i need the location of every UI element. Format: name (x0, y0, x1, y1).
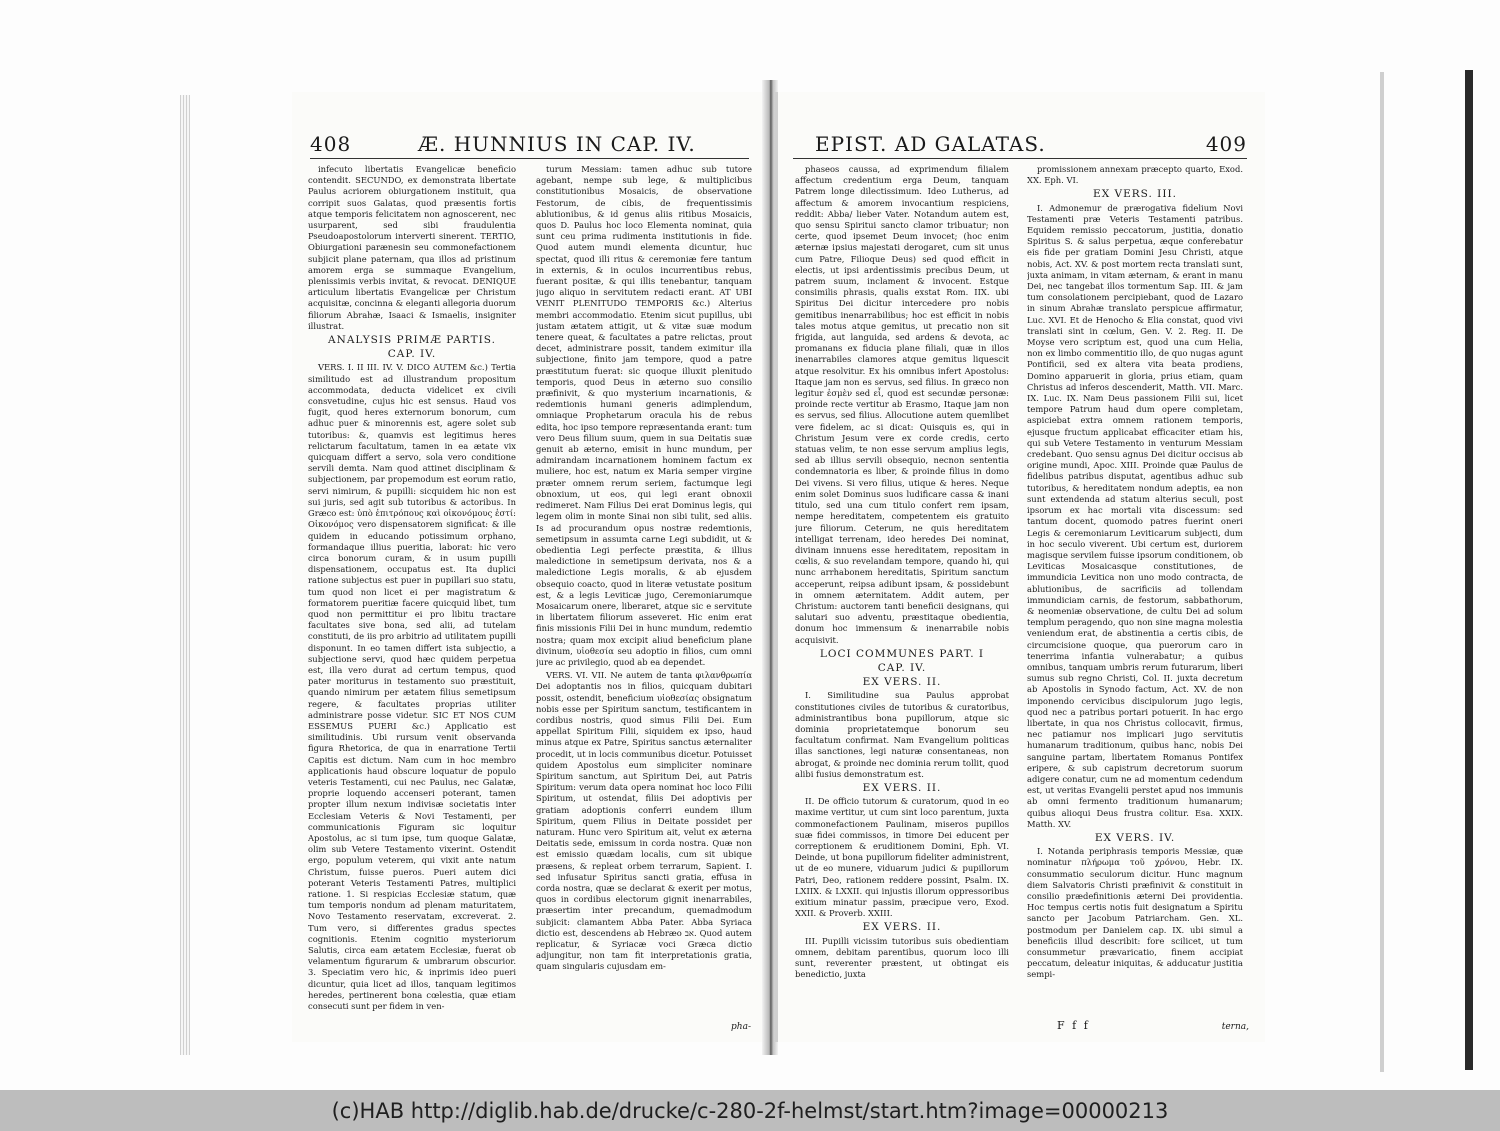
left-page (292, 92, 767, 1042)
paragraph: I. Admonemur de prærogativa fidelium Novi Testamenti præ Veteris Testamenti patribus. Equidem remissio peccatorum, justitia, donatio Spiritus S. & salus perpetua, æque conferebatur eis fide per gratiam Domini Jesu Christi, atque nobis, Act. XV. & post mortem recta translati sunt, juxta animam, in vitam æternam, & erant in manu Dei, nec tangebat illos tormentum Sap. III. & jam tum consolationem percipiebant, quod de Lazaro in sinum Abrahæ translato perspicue affirmatur, Luc. XVI. Et de Henocho & Elia constat, quod vivi translati sint in cœlum, Gen. V. 2. Reg. II. De Moyse vero scriptum est, quod una cum Helia, non ex limbo commentitio illo, de quo nugas agunt Pontificii, sed ex altera vita beata prodiens, Domino apparuerit in gloria, prius etiam, quam Christus ad inferos descenderit, Matth. VII. Marc. IX. Luc. IX. Nam Deus passionem Filii sui, licet tempore Patrum haud dum opere completam, aspiciebat extra omnem rationem temporis, ejusque fructum applicabat efficaciter etiam his, qui sub Vetere Testamento in venturum Messiam credebant. Quo sensu agnus Dei dicitur occisus ab origine mundi, Apoc. XIII. Proinde quæ Paulus de fidelibus patribus disputat, agentibus adhuc sub tutoribus, & hereditatem nondum adeptis, ea non sunt extendenda ad statum alterius seculi, post ipsorum ex hac mortali vita discessum: sed tantum docent, quomodo patres fuerint oneri Legis & ceremoniarum Leviticarum subjecti, dum in hoc seculo viverent. Ubi certum est, duriorem magisque servilem fuisse ipsorum conditionem, ob Leviticas Mosaicasque constitutiones, de immundicia Levitica non uno modo contracta, de ablutionibus, de sacrificiis ad tollendam immundiciam carnis, de festorum, sabbathorum, & neomeniæ observatione, de cultu Dei ad solum templum peragendo, quo non sine magna molestia veniendum erat, de abstinentia a certis cibis, de circumcisione quoque, qua puerorum caro in tenerrima infantia vulnerabatur; a quibus omnibus, tanquam umbris rerum futurarum, liberi sumus sub regno Christi, Col. II. juxta decretum ab Apostolis in Synodo factum, Act. XV. de non imponendo cervicibus discipulorum jugo legis, quod nec a patribus portari potuerit. In hac ergo libertate, in qua nos Christus collocavit, firmus, nec patiamur nos implicari jugo servitutis humanarum traditionum, quibus hanc, nobis Dei sanguine partam, libertatem Romanus Pontifex eripere, & sub capistrum decretorum suorum adigere conatur, cum ne ad momentum cedendum est, ut veritas Evangelii perstet apud nos immunis ab omni fermento traditionum humanarum; quibus alioqui Deus frustra colitur. Esa. XXIX. Matth. XV. (1027, 202, 1243, 829)
paragraph: phaseos caussa, ad exprimendum filialem affectum credentium erga Deum, tanquam Patrem longe dilectissimum. Ideo Lutherus, ad affectum & amorem invocantium respiciens, reddit: Abba/ lieber Vater. Notandum autem est, quo sensu Spiritui sancto clamor tribuatur; non certe, quod ipsemet Deum invocet; (hoc enim æternæ ipsius majestati derogaret, cum sit unus cum Patre, Filioque Deus) sed quod efficit in electis, ut ipsi ardentissimis precibus Deum, ut patrem suum, inclament & invocent. Estque consimilis phrasis, qualis exstat Rom. IIX. ubi Spiritus Dei dicitur intercedere pro nobis gemitibus inenarrabilibus; hoc est efficit in nobis tales motus atque gemitus, ut precatio non sit frigida, aut languida, sed ardens & devota, ac promanans ex fiducia plane filiali, quæ in illos inenarrabiles clamores atque gemitus liquescit atque resolvitur. Ex his omnibus infert Apostolus: Itaque jam non es servus, sed filius. In græco non legitur ἐσμὲν sed εἶ, quod est secundæ personæ: proinde recte vertitur ab Erasmo, Itaque jam non es servus, sed filius. Allocutione autem quemlibet vere fidelem, ac si dicat: Quisquis es, qui in Christum Jesum vere ex corde credis, certo statuas velim, te non esse servum amplius legis, sed ab illius servili obsequio, necnon sententia condemnatoria es liber, & proinde filius in domo Dei vivens. Si vero filius, utique & heres. Neque enim solet Dominus suos ludificare cassa & inani titulo, sed una cum titulo confert rem ipsam, nempe hereditatem, competentem eis gratuito jure filiorum. Ceterum, ne quis hereditatem intelligat terrenam, ideo heredes Dei nominat, divinam innuens esse hereditatem, repositam in cœlis, & suo revelandam tempore, quando hi, qui nunc arrhabonem hereditatis, Spiritum sanctum acceperunt, reipsa adibunt ipsam, & possidebunt in omnem æternitatem. Addit autem, per Christum: auctorem tanti beneficii designans, qui salutari suo adventu, præstitaque obedientia, donum hoc immensum & inenarrabile nobis acquisivit. (795, 164, 1009, 645)
paragraph: VERS. VI. VII. Ne autem de tanta φιλανθρωπία Dei adoptantis nos in filios, quicquam dubitari possit, ostendit, beneficium υἱοθεσίας obsignatum nobis esse per Spiritum sanctum, testificantem in cordibus nostris, quod simus Filii Dei. Eum appellat Spiritum Filii, siquidem ex ipso, haud minus atque ex Patre, Spiritus sanctus æternaliter procedit, ut in locis communibus dicetur. Potuisset quidem Apostolus eum simpliciter nominare Spiritum sanctum, aut Spiritum Dei, aut Patris Spiritum: verum data opera nominat hoc loco Filii Spiritum, ut ostendat, filiis Dei adoptivis per gratiam adoptionis conferri eundem illum Spiritum, quem Filius in Deitate possidet per naturam. Hunc vero Spiritum ait, velut ex æterna Deitatis sede, emissum in corda nostra. Quæ non est emissio quædam localis, cum sit ubique præsens, & repleat orbem terrarum, Sapient. I. sed infusatur Spiritus sancti gratia, effusa in corda nostra, quæ se declarat & exerit per motus, quos in cordibus electorum gignit inenarrabiles, præsertim inter precandum, quemadmodum subjicit: clamantem Abba Pater. Abba Syriaca dictio est, descendens ab Hebræo אב. Quod autem replicatur, & Syriacæ voci Græca dictio adjungitur, non tam fit interpretationis gratia, quam singularis cujusdam em- (536, 670, 752, 972)
right-column-2 (1027, 164, 1243, 1012)
page-stack-right-edge (1380, 72, 1384, 1072)
right-page (775, 92, 1265, 1042)
section-heading: EX VERS. III. (1093, 188, 1177, 201)
left-head-rule (310, 158, 749, 159)
left-column-1 (308, 164, 516, 1012)
left-page-number: 408 (310, 132, 352, 156)
right-head-title: EPIST. AD GALATAS. (815, 132, 1046, 156)
paragraph: promissionem annexam præcepto quarto, Exod. XX. Eph. VI. (1027, 164, 1243, 186)
section-heading: CAP. IV. (877, 661, 927, 674)
section-heading: EX VERS. II. (862, 921, 942, 934)
left-running-head (310, 132, 749, 156)
right-page-number: 409 (1205, 132, 1247, 156)
paragraph: turum Messiam: tamen adhuc sub tutore agebant, nempe sub lege, & multiplicibus constitutionibus Mosaicis, de observatione Festorum, de cibis, de frequentissimis ablutionibus, & id genus aliis ritibus Mosaicis, quos D. Paulus hoc loco Elementa nominat, quia sunt ceu prima rudimenta institutionis in fide. Quod autem mundi elementa dicuntur, huc spectat, quod illi ritus & ceremoniæ fere tantum in externis, & in oculos incurrentibus rebus, fuerant positæ, & qui illis tenebantur, tanquam jugo aliquo in servitutem redacti erant. AT UBI VENIT PLENITUDO TEMPORIS &c.) Alterius membri accommodatio. Etenim sicut pupillus, ubi justam ætatem attigit, ut & vitæ suæ modum tenere queat, & facultates a patre relictas, prout decet, administrare possit, tandem eximitur illa subjectione, finito jam tempore, quod a patre præstitutum fuerat: sic quoque illuxit plenitudo temporis, quod Deus in æterno suo consilio præfinivit, & quo mysterium incarnationis, & redemtionis humani generis adimplendum, omniaque Prophetarum oracula his de rebus edita, hoc ipso tempore repræsentanda erant: tum vero Deus filium suum, quem in sua Deitatis suæ genuit ab æterno, emisit in hunc mundum, per admirandam incarnationem hominem factum ex muliere, hoc est, natum ex Maria semper virgine præter omnem rerum seriem, factumque legi obnoxium, ut eos, qui legi erant obnoxii redimeret. Nam Filius Dei erat Dominus legis, qui legem olim in monte Sinai non sibi tulit, sed aliis. Is ad procurandum opus nostræ redemtionis, semetipsum in assumta carne Legi subdidit, ut & obedientia Legi perfecte præstita, & illius maledictione in semetipsum derivata, nos & a maledictione Legis moralis, & ab ejusdem obsequio coacto, quod in literæ vetustate positum est, & a legis Leviticæ jugo, Ceremoniarumque Mosaicarum onere, liberaret, atque sic e servitute in libertatem filiorum asseveret. Hic enim erat finis missionis Filii Dei in hunc mundum, redemtio nostra; quam mox excipit aliud beneficium plane divinum, υἱοθεσία seu adoptio in filios, cum omni jure ac privilegio, quod ab ea dependet. (536, 164, 752, 667)
paragraph: VERS. I. II III. IV. V. DICO AUTEM &c.) Tertia similitudo est ad illustrandum propositum accommodata, deducta videlicet ex civili consvetudine, cujus hic est sensus. Haud vos fugit, quod heres externorum bonorum, cum adhuc puer & minorennis est, agere solet sub tutoribus: &, quamvis est legitimus heres relictarum facultatum, tamen in ea ætate vix quicquam differt a servo, sola vero conditione servili demta. Nam quod attinet disciplinam & subjectionem, par propemodum est eorum ratio, servi nimirum, & pupilli: sicquidem hic non est sui juris, sed agit sub tutoribus & actoribus. In Græco est: ὑπὸ ἐπιτρόπους καὶ οἰκονόμους ἐστί: Οἰκονόμος vero dispensatorem significat: & ille quidem in educando potissimum orphano, formandaque illius pueritia, laborat: hic vero circa bonorum curam, & in usum pupilli dispensationem, occupatus est. Ita duplici ratione subjectus est puer in pupillari suo statu, tum quod non licet ei per magistratum & formatorem pueritiæ facere quicquid libet, tum quod non permittitur ei pro libitu tractare facultates sive bona, sed alii, ad tutelam constituti, de iis pro arbitrio ad utilitatem pupilli disponunt. In eo tamen differt ista subjectio, a subjectione servi, quod hæc quidem perpetua est, illa vero durat ad certum tempus, quod pater moriturus in testamento suo præstituit, quando nimirum per ætatem filius semetipsum regere, & facultates proprias utiliter administrare posse videtur. SIC ET NOS CUM ESSEMUS PUERI &c.) Applicatio est similitudinis. Ubi rursum venit observanda figura Rhetorica, de qua in enarratione Tertii Capitis est dictum. Nam cum in hoc membro applicationis haud obscure loquatur de populo veteris Testamenti, cui nec Paulus, nec Galatæ, proprie loquendo accenseri poterant, tamen propter illum nexum indivisæ societatis inter Ecclesiam Veteris & Novi Testamenti, per communicationis Figuram sic loquitur Apostolus, ac si tum ipse, tum quoque Galatæ, olim sub Vetere Testamento vixerint. Ostendit ergo, populum veterem, qui vixit ante natum Christum, fuisse pueros. Pueri autem dici poterant Veteris Testamenti Patres, multiplici ratione. 1. Si respicias Ecclesiæ statum, quæ tum temporis nondum ad plenam maturitatem, Novo Testamento reservatam, excreverat. 2. Tum vero, si differentes gradus spectes cognitionis. Etenim cognitio mysteriorum Salutis, circa eam ætatem Ecclesiæ, fuerat ob velamentum figurarum & umbrarum obscurior. 3. Speciatim vero hic, & inprimis ideo pueri dicuntur, quia licet ad illos, tanquam legitimos heredes, pertinerent bona cœlestia, quæ etiam consecuti sunt per fidem in ven- (308, 362, 516, 1012)
right-head-rule (793, 158, 1247, 159)
left-column-2 (536, 164, 752, 1012)
signature-mark: F f f (1057, 1019, 1090, 1032)
paragraph: II. De officio tutorum & curatorum, quod in eo maxime vertitur, ut cum sint loco parentum, juxta commonefactionem Paulinam, miseros pupillos suæ fidei commissos, in timore Dei educent per correptionem & eruditionem Domini, Eph. VI. Deinde, ut bona pupillorum fideliter administrent, ut de eo munere, viduarum judici & pupillorum Patri, Deo, rationem reddere possint, Psalm. IX. LXIIX. & LXXII. qui injustis illorum oppressoribus exitium minatur passim, præcipue vero, Exod. XXII. & Proverb. XXIII. (795, 796, 1009, 919)
paragraph: III. Pupilli vicissim tutoribus suis obedientiam omnem, debitam parentibus, quorum loco illi sunt, reverenter præstent, ut obtingat eis benedictio, juxta (795, 935, 1009, 980)
scanner-border (1465, 70, 1473, 1070)
paragraph: infecuto libertatis Evangelicæ beneficio contendit. SECUNDO, ex demonstrata libertate Paulus acriorem obiurgationem instituit, qua corripit suos Galatas, quod præsentis fortis atque temporis felicitatem non agnoscerent, nec usurparent, sed sibi fraudulentia Pseudoapostolorum interverti sinerent. TERTIO, Obiurgationi parænesin seu commonefactionem subjicit plane paternam, qua illos ad pristinum amorem erga se summaque Evangelium, plenissimis verbis invitat, & revocat. DENIQUE articulum libertatis Evangelicæ per Christum acquisitæ, concinna & eleganti allegoria duorum filiorum Abrahæ, Isaaci & Ismaelis, insigniter illustrat. (308, 164, 516, 331)
section-heading: LOCI COMMUNES PART. I (819, 647, 985, 660)
section-heading: EX VERS. II. (862, 676, 942, 689)
paragraph: I. Notanda periphrasis temporis Messiæ, quæ nominatur πλήρωμα τοῦ χρόνου, Hebr. IX. consummatio seculorum dicitur. Hunc magnum diem Salvatoris Christi præfinivit & constituit in consilio prædefinitionis æterni Dei providentia. Hoc tempus certis notis fuit designatum a Spiritu sancto per Jacobum Patriarcham. Gen. XL. postmodum per Danielem cap. IX. ubi simul a beneficiis illud describit: fore scilicet, ut tum consummetur prævaricatio, finem accipiat peccatum, deleatur iniquitas, & adducatur justitia sempi- (1027, 846, 1243, 980)
paragraph: I. Similitudine sua Paulus approbat constitutiones civiles de tutoribus & curatoribus, administrantibus bona pupillorum, atque sic dominia proprietatemque bonorum seu facultatum confirmat. Nam Evangelium politicas illas sanctiones, legi naturæ consentaneas, non abrogat, & proinde nec dominia rerum tollit, quod alibi fusius demonstratum est. (795, 690, 1009, 779)
footer-credit-text: (c)HAB http://diglib.hab.de/drucke/c-280-2f-helmst/start.htm?image=00000213 (331, 1098, 1169, 1123)
right-catchword: terna, (1221, 1022, 1249, 1032)
left-catchword: pha- (731, 1022, 751, 1032)
page-stack-left-edge (180, 95, 190, 1055)
right-running-head (793, 132, 1247, 156)
copyright-footer (0, 1090, 1500, 1131)
section-heading: ANALYSIS PRIMÆ PARTIS. (328, 334, 496, 347)
right-column-1 (795, 164, 1009, 1012)
section-heading: CAP. IV. (387, 348, 437, 361)
left-head-title: Æ. HUNNIUS IN CAP. IV. (418, 132, 696, 156)
section-heading: EX VERS. IV. (1094, 831, 1176, 844)
section-heading: EX VERS. II. (862, 781, 942, 794)
